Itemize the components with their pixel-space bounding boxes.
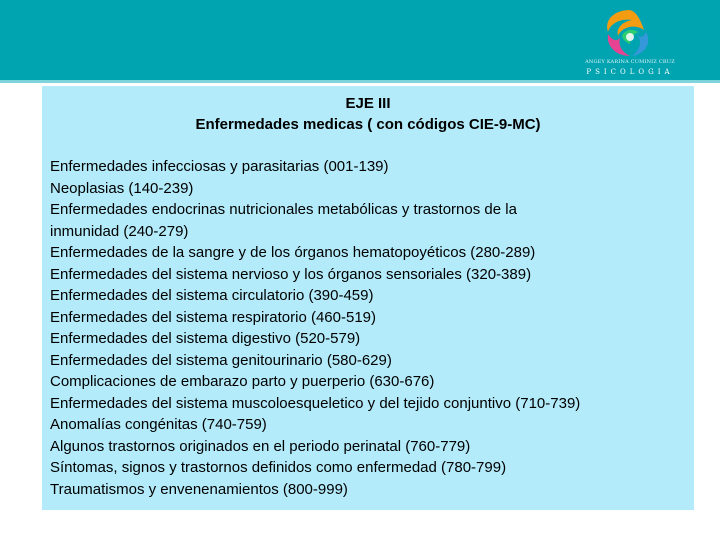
- list-item: Enfermedades de la sangre y de los órganos hematopoyéticos (280-289): [50, 244, 536, 261]
- list-item: Enfermedades del sistema respiratorio (460-519): [50, 308, 376, 326]
- list-item: Síntomas, signos y trastornos definidos como enfermedad (780-799): [50, 459, 507, 476]
- list-item: Enfermedades del sistema circulatorio (390-459): [50, 287, 374, 304]
- disease-list: [50, 156, 690, 500]
- list-item: Anomalías congénitas (740-759): [50, 416, 267, 433]
- list-item: Enfermedades del sistema nervioso y los órganos sensoriales (320-389): [50, 265, 532, 283]
- list-item: Algunos trastornos originados en el periodo perinatal (760-779): [50, 437, 471, 455]
- swirl-logo-icon: [596, 6, 664, 60]
- heading-title: EJE III: [345, 95, 391, 112]
- list-item: Complicaciones de embarazo parto y puerperio (630-676): [50, 373, 435, 390]
- list-item: Neoplasias (140-239): [50, 179, 194, 197]
- list-item: Enfermedades infecciosas y parasitarias (001-139): [50, 158, 389, 175]
- list-item: Enfermedades del sistema muscoloesqueletico y del tejido conjuntivo (710-739): [50, 394, 581, 412]
- brand-logo: [580, 6, 680, 78]
- list-item: Traumatismos y envenenamientos (800-999): [50, 480, 348, 498]
- logo-subtitle: PSICOLOGIA: [586, 68, 674, 76]
- list-item: inmunidad (240-279): [50, 222, 189, 240]
- list-item: Enfermedades del sistema genitourinario (580-629): [50, 351, 392, 369]
- list-item: Enfermedades endocrinas nutricionales metabólicas y trastornos de la: [50, 201, 517, 218]
- list-item: Enfermedades del sistema digestivo (520-579): [50, 330, 361, 347]
- heading-block: [42, 93, 694, 135]
- logo-name: ANGEY KARINA CUMINIZ CRUZ: [585, 59, 675, 65]
- header-divider: [0, 80, 720, 83]
- heading-subtitle: Enfermedades medicas ( con códigos CIE-9-MC): [195, 116, 541, 133]
- content-panel: [42, 86, 694, 510]
